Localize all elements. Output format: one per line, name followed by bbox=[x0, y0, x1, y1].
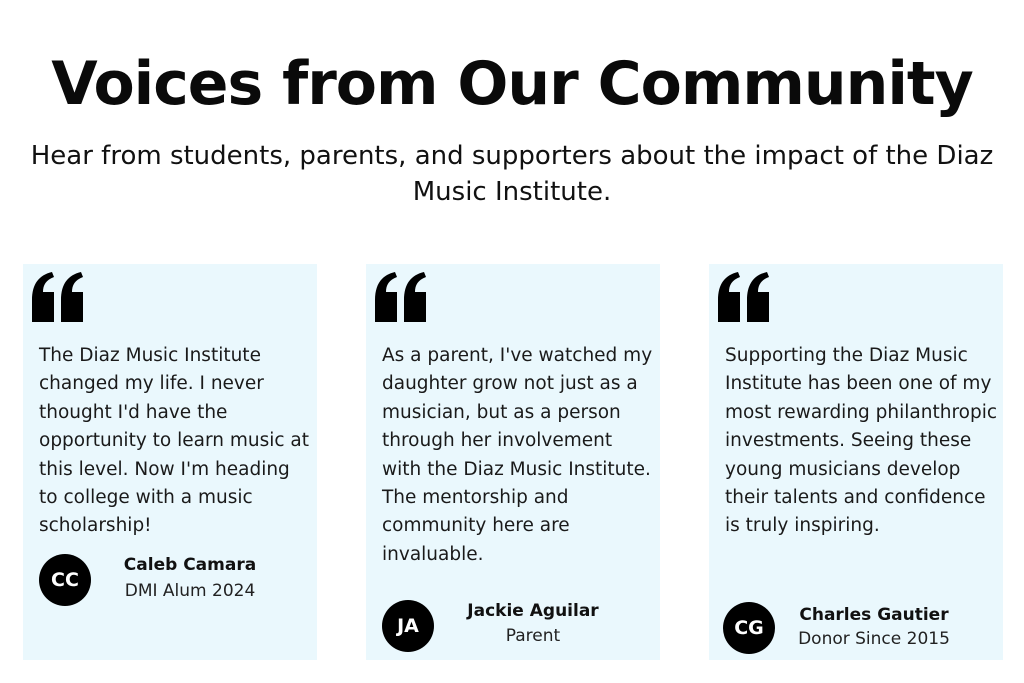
testimonial-quote: As a parent, I've watched my daughter grow not just as a musician, but as a person through her involvement with the Diaz Music Institute. The mentorship and community here are invaluable. bbox=[382, 345, 653, 565]
testimonial-author-name: Caleb Camara bbox=[123, 555, 257, 575]
avatar: JA bbox=[382, 600, 434, 652]
page-title: Voices from Our Community bbox=[51, 49, 973, 119]
quote-mark-icon bbox=[373, 272, 429, 322]
testimonial-author-role: DMI Alum 2024 bbox=[124, 581, 256, 601]
quote-mark-icon bbox=[716, 272, 772, 322]
testimonial-author-name: Jackie Aguilar bbox=[467, 601, 599, 621]
quote-mark-icon bbox=[30, 272, 86, 322]
avatar: CG bbox=[723, 602, 775, 654]
testimonial-card bbox=[23, 264, 317, 660]
testimonial-author-role: Parent bbox=[505, 626, 561, 646]
testimonial-card bbox=[366, 264, 660, 660]
page-subtitle: Hear from students, parents, and supporters about the impact of the Diaz Music Institute. bbox=[30, 141, 994, 207]
testimonial-author-name: Charles Gautier bbox=[799, 605, 949, 625]
avatar: CC bbox=[39, 554, 91, 606]
testimonial-quote: The Diaz Music Institute changed my life. I never thought I'd have the opportunity to learn music at this level. Now I'm heading to college with a music scholarship! bbox=[39, 345, 310, 537]
testimonial-author-role: Donor Since 2015 bbox=[798, 629, 950, 649]
testimonial-quote: Supporting the Diaz Music Institute has been one of my most rewarding philanthropic investments. Seeing these young musicians develop their talents and confidence is truly inspiring. bbox=[725, 345, 998, 537]
testimonial-card bbox=[709, 264, 1003, 660]
